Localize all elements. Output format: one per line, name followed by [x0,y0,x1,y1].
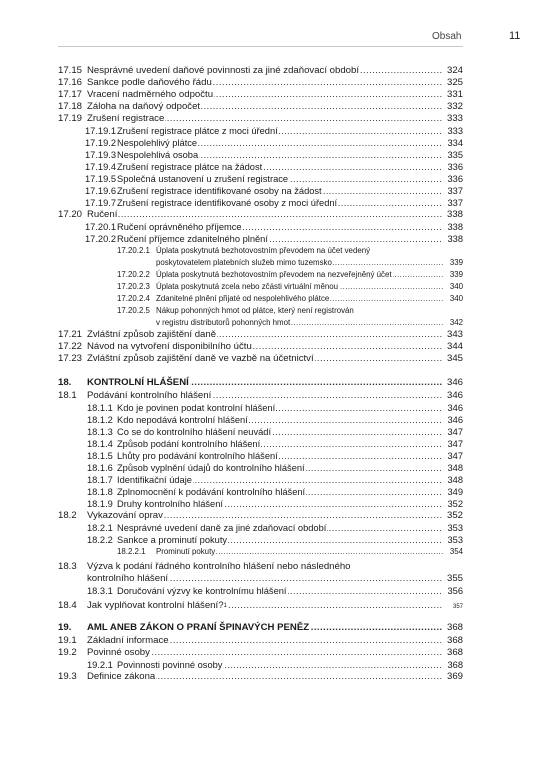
toc-entry [58,329,463,341]
toc-entry-page: 369 [446,671,463,682]
toc-entry-page: 339 [449,258,463,267]
toc-entry-number: 18.3.1 [87,586,113,596]
toc-entry-page: 352 [446,510,463,521]
toc-entry-page: 333 [446,113,463,124]
toc-entry [58,450,463,462]
toc-entry [58,402,463,414]
toc-entry-number: 17.20.2.1 [117,246,150,255]
toc-chapter-number: 19. [58,622,72,633]
toc-entry-page: 368 [446,622,463,633]
toc-entry-number: 18.2.2.1 [117,547,146,556]
toc-entry-number: 17.20.2.3 [117,282,150,291]
toc-entry-page: 347 [447,427,463,437]
toc-entry-title: Co se do kontrolního hlášení neuvádí [117,427,272,437]
toc-entry [58,149,463,161]
toc-entry [58,197,463,209]
toc-entry-number: 18.2 [58,510,77,521]
toc-entry-title: Zrušení registrace identifikované osoby z moci úřední [117,198,338,208]
toc-entry-number: 18.1.5 [87,451,113,461]
toc-entry-page: 340 [449,294,463,303]
toc-entry [58,137,463,149]
toc-entry-title: Druhy kontrolního hlášení [117,499,223,509]
toc-entry-number: 19.2.1 [87,660,113,670]
toc-entry-number: 18.2.2 [87,535,113,545]
running-header-title: Obsah [432,31,462,42]
toc-entry-page: 345 [446,353,463,364]
toc-chapter-title: KONTROLNÍ HLÁŠENÍ [87,377,189,388]
toc-entry-number: 17.19.2 [85,138,117,148]
toc-entry [58,161,463,173]
toc-entry-title: Způsob vyplnění údajů do kontrolního hlášení [117,463,305,473]
toc-entry-number: 18.1.3 [87,427,113,437]
toc-entry-page: 337 [447,198,463,208]
toc-entry-title: Nákup pohonných hmot od plátce, který není registrován [156,306,354,315]
toc-entry [58,534,463,546]
table-of-contents [58,65,463,683]
toc-entry-page: 368 [447,660,463,670]
toc-chapter-number: 18. [58,377,72,388]
toc-entry-page: 346 [447,403,463,413]
toc-entry-number: 17.19.1 [85,126,117,136]
toc-entry [58,522,463,534]
toc-entry-page: 336 [447,174,463,184]
toc-entry-page: 336 [447,162,463,172]
toc-entry [58,561,463,585]
toc-entry-number: 17.20.2.4 [117,294,150,303]
page-number: 11 [509,30,521,42]
toc-entry-title: Doručování výzvy ke kontrolnímu hlášení [117,586,287,596]
toc-entry-number: 17.20.2 [85,234,117,244]
toc-entry-page: 353 [447,523,463,533]
toc-entry-page: 356 [447,586,463,596]
toc-entry-number: 17.20.1 [85,222,117,232]
toc-entry-page: 353 [447,535,463,545]
toc-entry-number: 17.20 [58,209,83,220]
toc-entry-page: 357 [452,604,463,610]
toc-entry-number: 18.1.6 [87,463,113,473]
toc-entry-title: Prominutí pokuty [156,547,216,556]
toc-entry-title: Vykazování oprav [87,510,163,521]
toc-entry-title: Zrušení registrace identifikované osoby na žádost [117,186,322,196]
toc-entry-title: Nespolehlivý plátce [117,138,198,148]
toc-entry-number: 17.22 [58,341,83,352]
toc-entry [58,305,463,329]
toc-entry [58,486,463,498]
toc-entry-number: 17.18 [58,101,83,112]
toc-entry-number: 19.1 [58,635,77,646]
toc-entry-number: 18.1.4 [87,439,113,449]
toc-entry-title: Záloha na daňový odpočet [87,101,201,112]
toc-entry [58,221,463,233]
toc-entry-title: Identifikační údaje [117,475,192,485]
toc-entry-number: 17.19.4 [85,162,117,172]
toc-entry-number: 18.1.2 [87,415,113,425]
toc-entry-number: 18.1.1 [87,403,113,413]
toc-entry-title: Povinné osoby [87,647,150,658]
toc-entry-page: 348 [447,475,463,485]
toc-entry-page: 346 [447,415,463,425]
toc-entry [58,77,463,89]
toc-entry-page: 333 [447,126,463,136]
toc-entry-page: 368 [446,647,463,658]
toc-entry-page: 344 [446,341,463,352]
toc-entry-title: Základní informace [87,635,169,646]
toc-entry [58,125,463,137]
toc-entry-page: 339 [449,270,463,279]
toc-entry [58,438,463,450]
toc-entry-number: 17.19.7 [85,198,117,208]
toc-entry-page: 338 [447,222,463,232]
toc-entry [58,185,463,197]
toc-entry-number: 18.1.8 [87,487,113,497]
toc-entry-title: Úplata poskytnutá zcela nebo zčásti virtuální měnou [156,282,339,291]
toc-entry-title: Návod na vytvoření disponibilního účtu [87,341,252,352]
toc-entry-page: 338 [447,234,463,244]
toc-entry-title: Výzva k podání řádného kontrolního hlášení nebo následného [87,561,351,572]
toc-entry-title: Zrušení registrace plátce z moci úřední [117,126,278,136]
toc-entry [58,647,463,659]
toc-entry-page: 334 [447,138,463,148]
toc-entry-title: Sankce podle daňového řádu [87,77,212,88]
toc-entry-number: 18.1.9 [87,499,113,509]
toc-entry-number: 19.3 [58,671,77,682]
toc-entry-number: 17.16 [58,77,83,88]
toc-entry-page: 348 [447,463,463,473]
toc-entry-page: 347 [447,439,463,449]
toc-entry-title: Zplnomocnění k podávání kontrolního hlášení [117,487,306,497]
toc-entry-number: 18.3 [58,561,77,572]
toc-chapter [58,375,463,390]
toc-entry-number: 18.1 [58,390,77,401]
toc-entry-title: Způsob podání kontrolního hlášení [117,439,261,449]
toc-entry-title: Kdo je povinen podat kontrolní hlášení [117,403,276,413]
toc-entry-title: Nesprávné uvedení daně za jiné zdaňovací období [117,523,327,533]
toc-entry-title: Zrušení registrace plátce na žádost [117,162,263,172]
toc-entry-number: 17.17 [58,89,83,100]
toc-entry [58,635,463,647]
toc-entry [58,293,463,305]
toc-entry [58,281,463,293]
toc-entry-number: 17.20.2.5 [117,306,150,315]
toc-entry-title-cont: poskytovatelem platebních služeb mimo tuzemsko [156,258,332,267]
toc-entry-title-cont: kontrolního hlášení [87,573,169,584]
toc-entry [58,233,463,245]
toc-entry [58,113,463,125]
toc-entry-number: 17.19 [58,113,83,124]
toc-entry [58,414,463,426]
toc-entry [58,474,463,486]
toc-entry-page: 324 [446,65,463,76]
toc-entry [58,426,463,438]
toc-entry-page: 352 [447,499,463,509]
toc-entry-page: 337 [447,186,463,196]
toc-entry-page: 349 [447,487,463,497]
toc-entry-page: 335 [447,150,463,160]
toc-entry-title: Podávání kontrolního hlášení [87,390,212,401]
toc-chapter [58,620,463,635]
toc-entry [58,101,463,113]
toc-entry [58,269,463,281]
toc-entry-page: 346 [446,377,463,388]
toc-entry [58,510,463,522]
toc-entry-page: 332 [446,101,463,112]
toc-entry-title: Zrušení registrace [87,113,165,124]
toc-entry [58,390,463,402]
toc-entry [58,462,463,474]
toc-entry-title: Ručení [87,209,118,220]
toc-entry-number: 18.2.1 [87,523,113,533]
toc-entry-title: Kdo nepodává kontrolní hlášení [117,415,248,425]
toc-entry-number: 17.19.6 [85,186,117,196]
toc-entry [58,341,463,353]
toc-entry-title: Úplata poskytnutá bezhotovostním převodem na účet vedený [156,246,371,255]
toc-entry-number: 17.23 [58,353,83,364]
toc-entry-number: 19.2 [58,647,77,658]
toc-entry-title: Definice zákona [87,671,156,682]
toc-entry-page: 355 [446,573,463,584]
toc-entry-number: 17.19.5 [85,174,117,184]
toc-entry-page: 340 [449,282,463,291]
toc-entry-title: Společná ustanovení u zrušení registrace [117,174,289,184]
toc-entry-page: 342 [449,318,463,327]
toc-entry [58,600,463,612]
toc-entry-title-cont: v registru distributorů pohonných hmot [156,318,291,327]
toc-entry-title: Lhůty pro podávání kontrolního hlášení [117,451,278,461]
toc-entry-number: 17.21 [58,329,83,340]
toc-entry-title: Ručení příjemce zdanitelného plnění [117,234,268,244]
toc-entry [58,671,463,683]
toc-entry-number: 18.4 [58,600,77,611]
toc-entry-title: Vracení nadměrného odpočtu [87,89,214,100]
toc-entry-number: 17.19.3 [85,150,117,160]
toc-entry-title: Zdanitelné plnění přijaté od nespolehlivého plátce [156,294,330,303]
toc-entry-page: 368 [446,635,463,646]
toc-entry-page: 346 [446,390,463,401]
toc-entry-title: Jak vyplňovat kontrolní hlášení? [87,600,224,611]
toc-entry [58,209,463,221]
toc-entry-title: Nesprávné uvedení daňové povinnosti za jiné zdaňovací období [87,65,360,76]
toc-entry-number: 17.15 [58,65,83,76]
toc-entry-title: Povinnosti povinné osoby [117,660,223,670]
toc-entry [58,353,463,365]
toc-entry-page: 343 [446,329,463,340]
toc-entry-title: Zvláštní způsob zajištění daně [87,329,217,340]
toc-chapter-title: AML ANEB ZÁKON O PRANÍ ŠPINAVÝCH PENĚZ [87,622,310,633]
toc-entry-number: 18.1.7 [87,475,113,485]
toc-entry-number: 17.20.2.2 [117,270,150,279]
toc-entry [58,173,463,185]
toc-entry [58,659,463,671]
header-rule [58,46,463,47]
toc-entry-title: Sankce a prominutí pokuty [117,535,228,545]
toc-entry-page: 354 [449,547,463,556]
toc-entry [58,585,463,597]
toc-entry-title: Ručení oprávněného příjemce [117,222,242,232]
toc-entry-page: 325 [446,77,463,88]
toc-entry [58,65,463,77]
toc-entry-title: Nespolehlivá osoba [117,150,199,160]
toc-entry-title: Úplata poskytnutá bezhotovostním převodem na nezveřejněný účet [156,270,392,279]
toc-entry [58,245,463,269]
toc-entry-title: Zvláštní způsob zajištění daně ve vazbě na účetnictví [87,353,314,364]
toc-entry-page: 331 [446,89,463,100]
toc-entry [58,498,463,510]
toc-entry [58,546,463,558]
toc-entry-page: 338 [446,209,463,220]
toc-entry [58,89,463,101]
footnote-marker: 1 [223,603,227,609]
toc-entry-page: 347 [447,451,463,461]
